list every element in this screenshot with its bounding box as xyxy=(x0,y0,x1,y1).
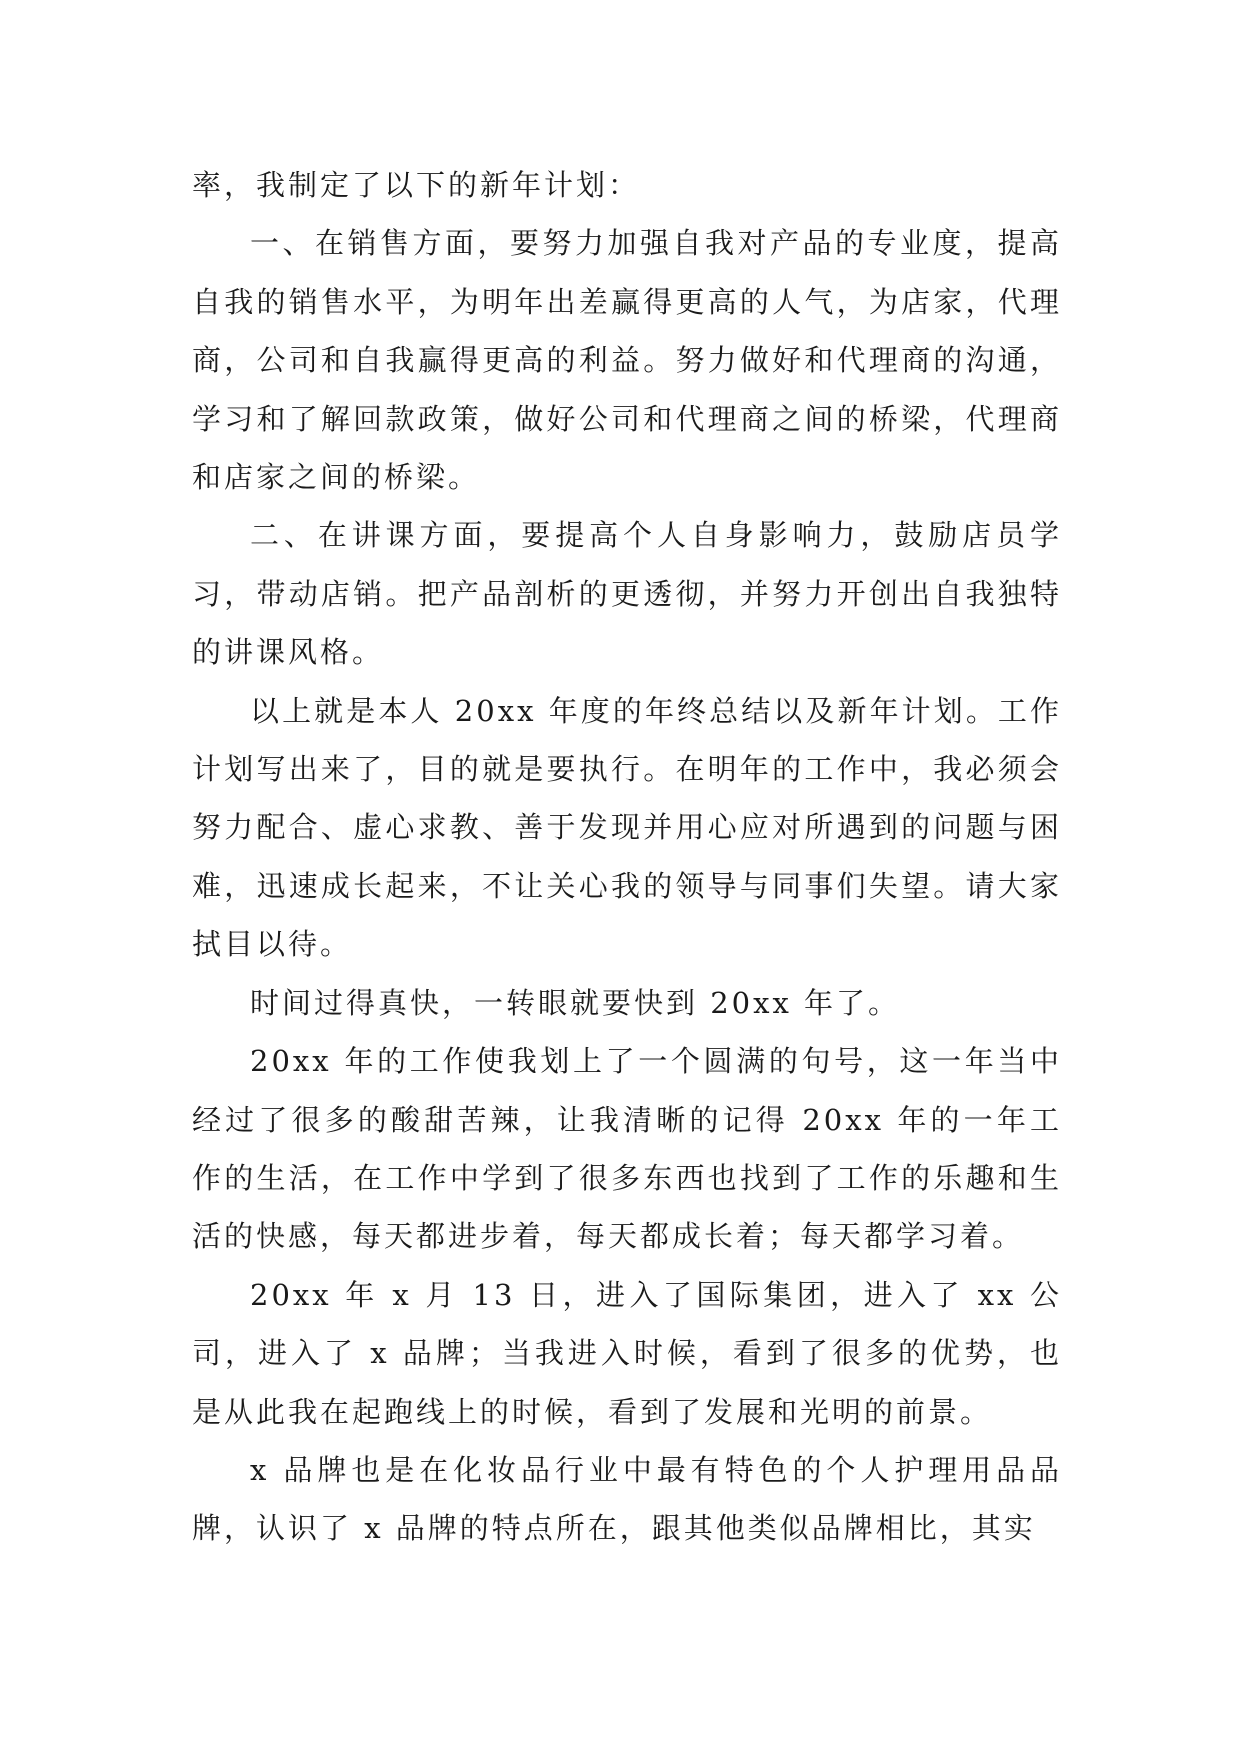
paragraph-joining-company: 20xx 年 x 月 13 日，进入了国际集团，进入了 xx 公司，进入了 x 品牌；当我进入时候，看到了很多的优势，也是从此我在起跑线上的时候，看到了发展和光明的前景。 xyxy=(192,1277,1062,1429)
paragraph-summary-conclusion: 以上就是本人 20xx 年度的年终总结以及新年计划。工作计划写出来了，目的就是要执行。在明年的工作中，我必须会努力配合、虚心求教、善于发现并用心应对所遇到的问题与困难，迅速成长起来，不让关心我的领导与同事们失望。请大家拭目以待。 xyxy=(192,693,1062,962)
paragraph-time-flies: 时间过得真快，一转眼就要快到 20xx 年了。 xyxy=(250,985,901,1020)
paragraph-continuation: 率，我制定了以下的新年计划： xyxy=(192,168,641,202)
paragraph-brand-intro: x 品牌也是在化妆品行业中最有特色的个人护理用品品牌，认识了 x 品牌的特点所在，跟其他类似品牌相比，其实 xyxy=(192,1452,1062,1546)
paragraph-sales-plan: 一、在销售方面，要努力加强自我对产品的专业度，提高自我的销售水平，为明年出差赢得更高的人气，为店家，代理商，公司和自我赢得更高的利益。努力做好和代理商的沟通，学习和了解回款政策，做好公司和代理商之间的桥梁，代理商和店家之间的桥梁。 xyxy=(192,226,1062,495)
paragraph-teaching-plan: 二、在讲课方面，要提高个人自身影响力，鼓励店员学习，带动店销。把产品剖析的更透彻，并努力开创出自我独特的讲课风格。 xyxy=(192,518,1062,670)
document-body xyxy=(192,156,1062,1558)
paragraph-year-review: 20xx 年的工作使我划上了一个圆满的句号，这一年当中经过了很多的酸甜苦辣，让我清晰的记得 20xx 年的一年工作的生活，在工作中学到了很多东西也找到了工作的乐趣和生活的快感，每天都进步着，每天都成长着；每天都学习着。 xyxy=(192,1044,1062,1254)
